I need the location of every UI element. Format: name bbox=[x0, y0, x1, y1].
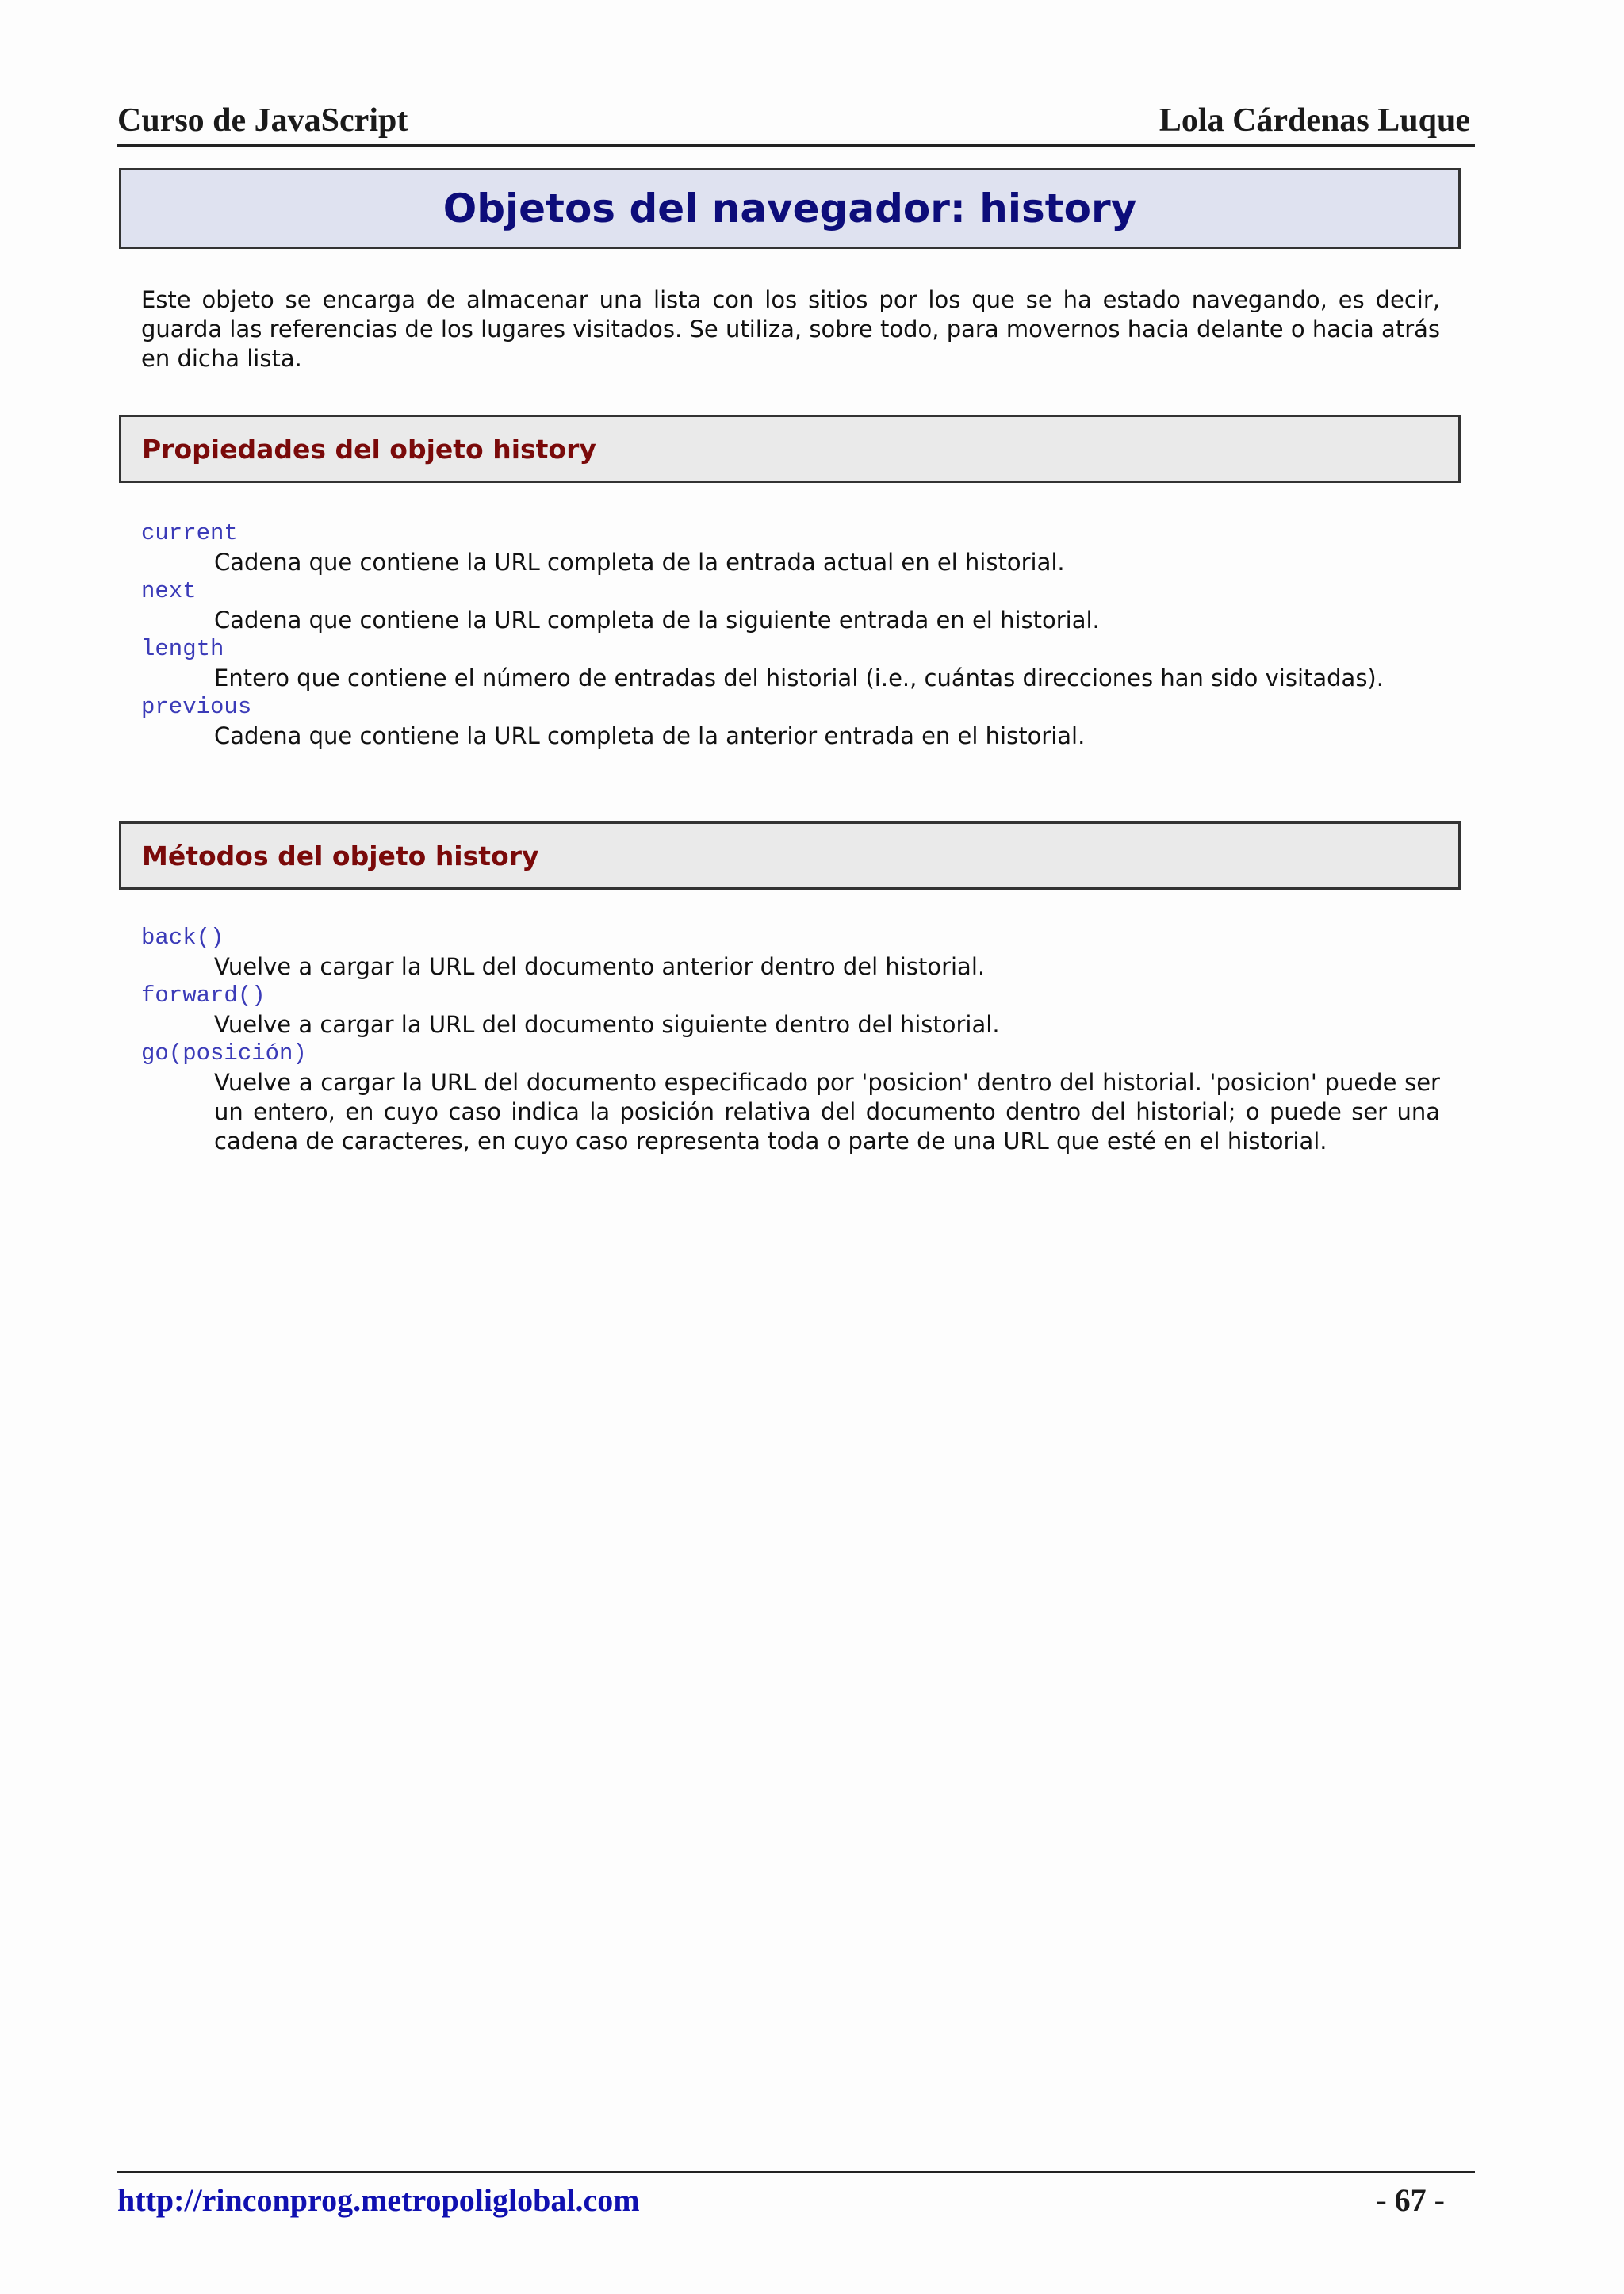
page-footer bbox=[117, 2171, 1475, 2229]
property-term-length: length bbox=[141, 636, 224, 662]
chapter-title-box bbox=[119, 168, 1461, 249]
method-desc-back: Vuelve a cargar la URL del documento anterior dentro del historial. bbox=[214, 953, 986, 980]
methods-heading: Métodos del objeto history bbox=[142, 840, 539, 871]
author-name: Lola Cárdenas Luque bbox=[1159, 102, 1470, 139]
properties-list bbox=[141, 519, 1440, 751]
properties-heading: Propiedades del objeto history bbox=[142, 433, 596, 465]
property-desc-next: Cadena que contiene la URL completa de la siguiente entrada en el historial. bbox=[214, 607, 1100, 634]
site-link[interactable]: http://rinconprog.metropoliglobal.com bbox=[117, 2182, 640, 2218]
property-term-next: next bbox=[141, 578, 197, 604]
property-desc-current: Cadena que contiene la URL completa de la entrada actual en el historial. bbox=[214, 549, 1065, 576]
page-header bbox=[117, 94, 1475, 147]
methods-section-box bbox=[119, 821, 1461, 890]
intro-paragraph: Este objeto se encarga de almacenar una lista con los sitios por los que se ha estado navegando, es decir, guarda las referencias de los lugares visitados. Se utiliza, sobre todo, para movernos hacia delante o hacia atrás en dicha lista. bbox=[141, 286, 1440, 372]
chapter-title: Objetos del navegador: history bbox=[442, 186, 1137, 232]
properties-section-box bbox=[119, 415, 1461, 483]
method-term-back: back() bbox=[141, 925, 224, 951]
method-desc-go: Vuelve a cargar la URL del documento especificado por 'posicion' dentro del historial. 'posicion' puede ser un entero, en cuyo caso indica la posición relativa del documento dentro del historial; o puede ser una cadena de caracteres, en cuyo caso representa toda o parte de una URL que esté en el historial. bbox=[214, 1069, 1440, 1155]
method-term-go: go(posición) bbox=[141, 1040, 307, 1067]
method-term-forward: forward() bbox=[141, 982, 266, 1009]
property-desc-length: Entero que contiene el número de entradas del historial (i.e., cuántas direcciones han sido visitadas). bbox=[214, 664, 1384, 691]
property-term-current: current bbox=[141, 520, 238, 546]
page-number: - 67 - bbox=[1376, 2182, 1445, 2218]
methods-list bbox=[141, 924, 1440, 1156]
property-term-previous: previous bbox=[141, 694, 252, 720]
property-desc-previous: Cadena que contiene la URL completa de la anterior entrada en el historial. bbox=[214, 722, 1086, 749]
method-desc-forward: Vuelve a cargar la URL del documento siguiente dentro del historial. bbox=[214, 1011, 1000, 1038]
course-title: Curso de JavaScript bbox=[117, 102, 408, 139]
